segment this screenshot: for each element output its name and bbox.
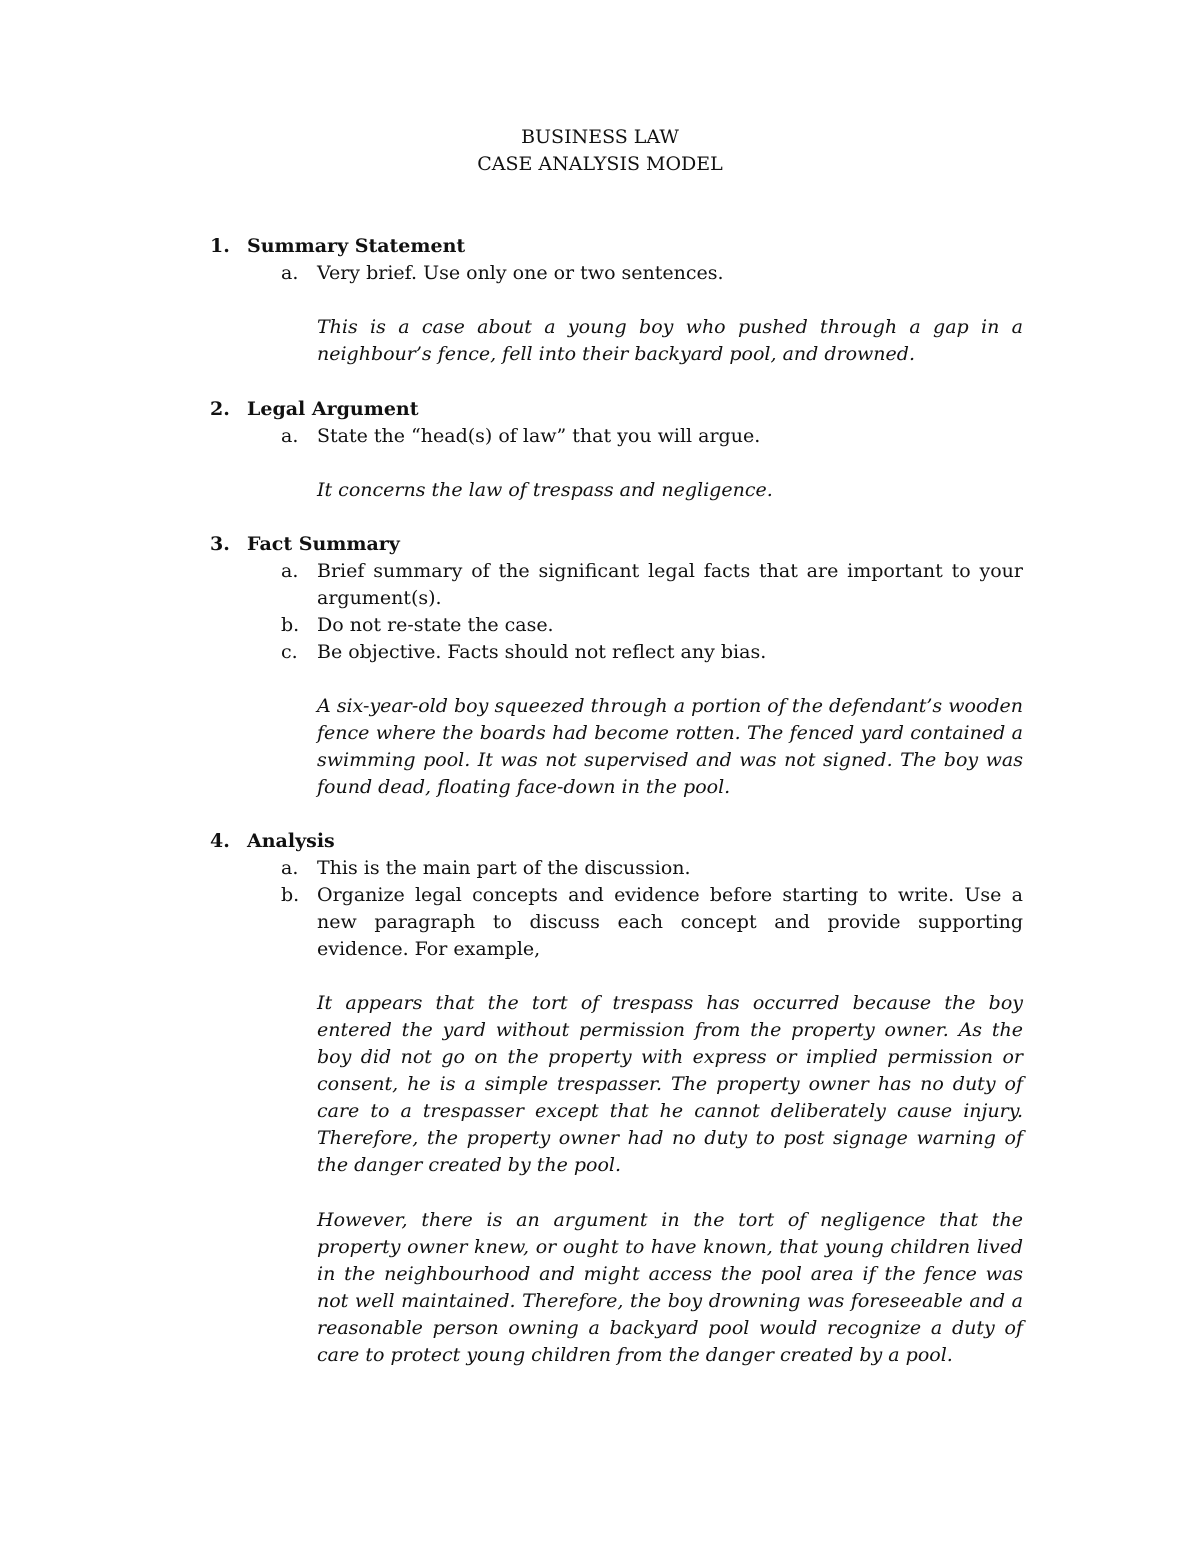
list-item-letter: a.	[281, 262, 299, 284]
example-paragraph: This is a case about a young boy who pushed through a gap in a neighbour’s fence, fell into their backyard pool, and drowned.	[317, 316, 1023, 365]
list-item-letter: a.	[281, 857, 299, 879]
section-number: 3.	[210, 533, 230, 555]
list-item-text: Very brief. Use only one or two sentences.	[317, 262, 724, 284]
example-paragraph: A six-year-old boy squeezed through a portion of the defendant’s wooden fence where the boards had become rotten. The fenced yard contained a swimming pool. It was not supervised and was not signed. The boy was found dead, floating face-down in the pool.	[317, 695, 1023, 798]
example-paragraph: It appears that the tort of trespass has occurred because the boy entered the yard without permission from the property owner. As the boy did not go on the property with express or implied permission or consent, he is a simple trespasser. The property owner has no duty of care to a trespasser except that he cannot deliberately cause injury. Therefore, the property owner had no duty to post signage warning of the danger created by the pool.	[317, 992, 1023, 1176]
example-paragraph: It concerns the law of trespass and negligence.	[317, 479, 773, 501]
list-item-text: This is the main part of the discussion.	[317, 857, 691, 879]
example-paragraph: However, there is an argument in the tort of negligence that the property owner knew, or ought to have known, that young children lived in the neighbourhood and might access the pool area if the fence was not well maintained. Therefore, the boy drowning was foreseeable and a reasonable person owning a backyard pool would recognize a duty of care to protect young children from the danger created by a pool.	[317, 1209, 1023, 1366]
list-item-letter: a.	[281, 560, 299, 582]
list-item-letter: b.	[281, 884, 300, 906]
section-heading-summary-statement: Summary Statement	[247, 235, 466, 257]
section-number: 2.	[210, 398, 230, 420]
list-item-text: Organize legal concepts and evidence before starting to write. Use a new paragraph to discuss each concept and provide supporting evidence. For example,	[317, 884, 1023, 960]
list-item-letter: b.	[281, 614, 300, 636]
section-heading-legal-argument: Legal Argument	[247, 398, 419, 420]
section-number: 4.	[210, 830, 230, 852]
list-item-text: Brief summary of the significant legal facts that are important to your argument(s).	[317, 560, 1023, 609]
document-subtitle: CASE ANALYSIS MODEL	[477, 153, 723, 175]
document-title: BUSINESS LAW	[521, 126, 679, 148]
section-heading-fact-summary: Fact Summary	[247, 533, 400, 555]
list-item-text: State the “head(s) of law” that you will argue.	[317, 425, 761, 447]
list-item-text: Do not re-state the case.	[317, 614, 554, 636]
section-heading-analysis: Analysis	[247, 830, 335, 852]
list-item-letter: c.	[281, 641, 298, 663]
list-item-letter: a.	[281, 425, 299, 447]
section-number: 1.	[210, 235, 230, 257]
list-item-text: Be objective. Facts should not reflect any bias.	[317, 641, 767, 663]
